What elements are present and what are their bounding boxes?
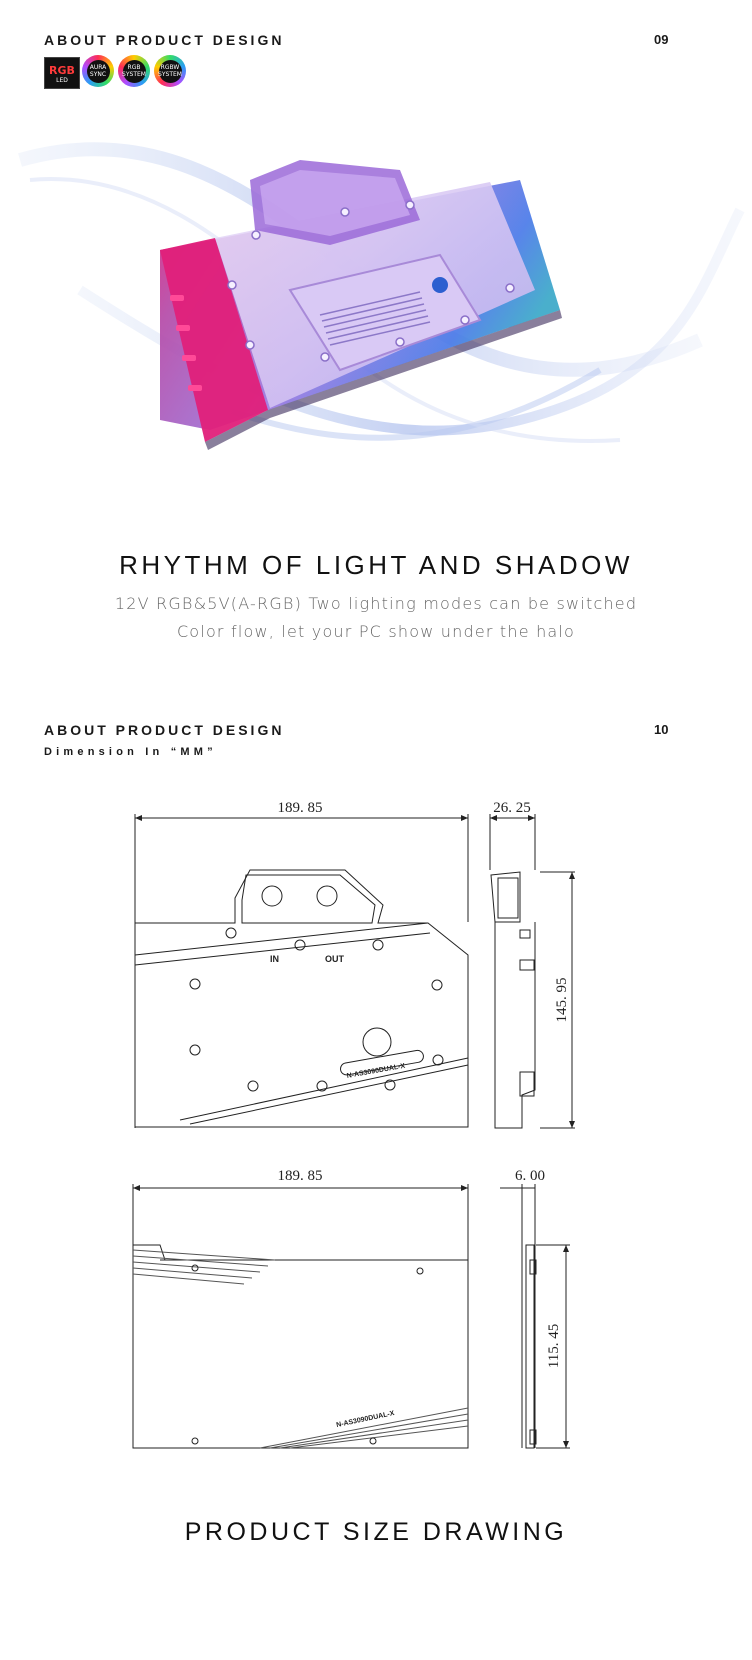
depth-dimension-1: 26. 25	[493, 800, 531, 816]
dimension-drawings	[0, 790, 752, 1470]
page-number: 09	[654, 32, 669, 47]
section-title: ABOUT PRODUCT DESIGN	[44, 32, 285, 48]
inlet-label: IN	[270, 954, 279, 964]
outlet-label: OUT	[325, 954, 344, 964]
water-block-product-image	[0, 120, 752, 500]
feature-line-2: Color flow, let your PC show under the halo	[176, 622, 576, 641]
section-title: ABOUT PRODUCT DESIGN	[44, 722, 285, 738]
page-number: 10	[654, 722, 669, 737]
footer-title: PRODUCT SIZE DRAWING	[184, 1518, 568, 1546]
aura-sync-icon: AURA SYNC	[82, 55, 114, 87]
model-label-1: N-AS3090DUAL-X	[346, 1062, 406, 1080]
feature-line-1: 12V RGB&5V(A-RGB) Two lighting modes can be switched	[114, 594, 638, 613]
height-dimension-2: 115. 45	[546, 1323, 562, 1369]
headline: RHYTHM OF LIGHT AND SHADOW	[119, 550, 633, 580]
width-dimension-2: 189. 85	[277, 1168, 323, 1184]
model-label-2: N-AS3090DUAL-X	[335, 1409, 396, 1430]
dimension-subtitle: Dimension In “MM”	[44, 746, 217, 758]
rgb-led-icon: RGB LED	[44, 57, 80, 89]
depth-dimension-2: 6. 00	[515, 1168, 545, 1184]
width-dimension-1: 189. 85	[277, 800, 323, 816]
rgbw-system-icon: RGBW SYSTEM	[154, 55, 186, 87]
rgb-system-icon: RGB SYSTEM	[118, 55, 150, 87]
height-dimension-1: 145. 95	[554, 977, 570, 1023]
